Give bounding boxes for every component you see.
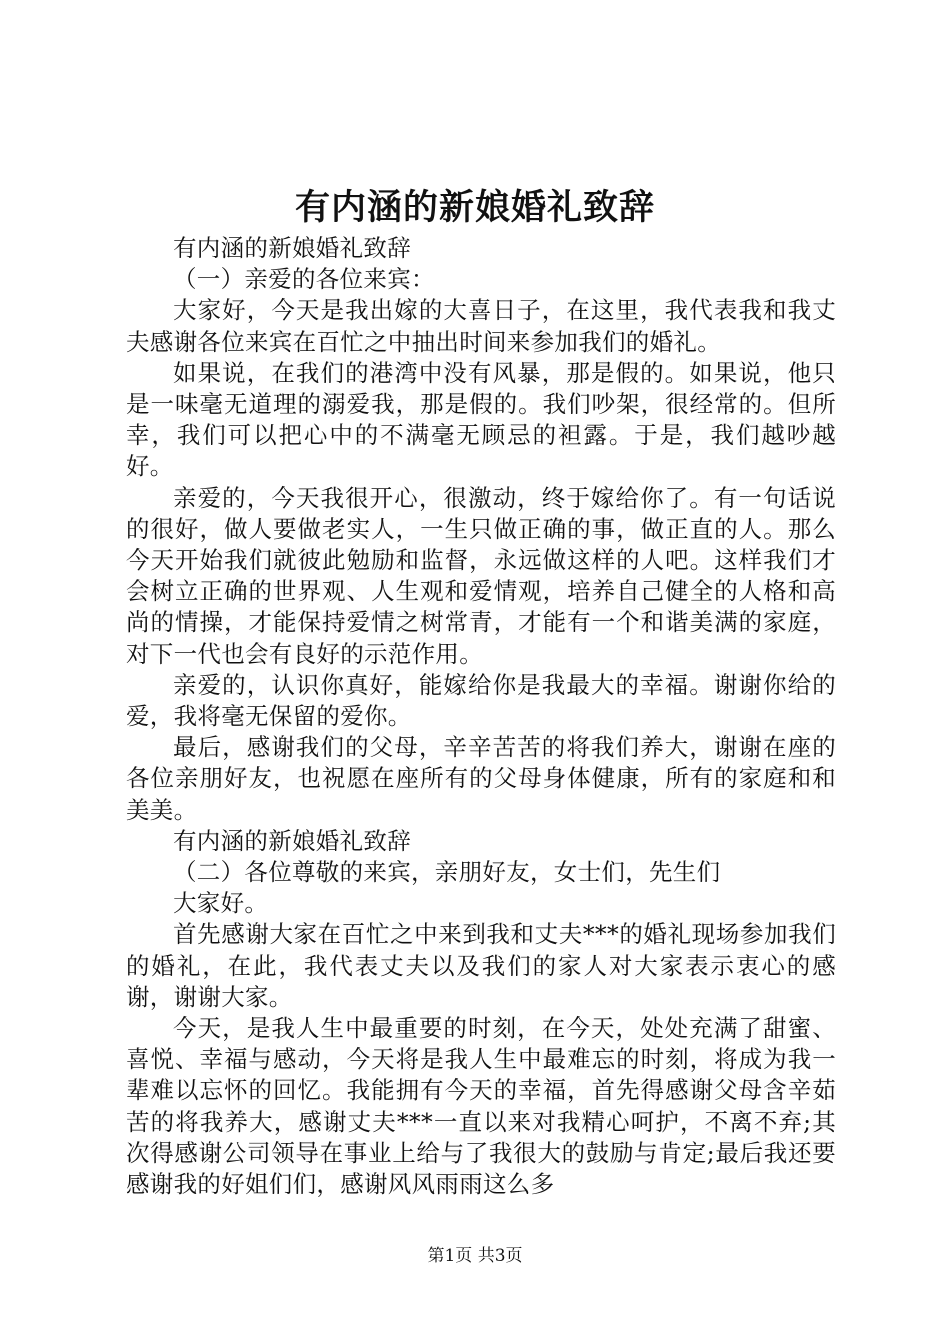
page-title: 有内涵的新娘婚礼致辞 xyxy=(294,187,655,228)
page-footer: 第1页 共3页 xyxy=(427,1246,523,1266)
paragraph: 大家好，今天是我出嫁的大喜日子，在这里，我代表我和我丈夫感谢各位来宾在百忙之中抽出时间来参加我们的婚礼。 xyxy=(126,296,836,356)
paragraph: 亲爱的，今天我很开心，很激动，终于嫁给你了。有一句话说的很好，做人要做老实人，一生只做正确的事，做正直的人。那么今天开始我们就彼此勉励和监督，永远做这样的人吧。这样我们才会树立正确的世界观、人生观和爱情观，培养自己健全的人格和高尚的情操，才能保持爱情之树常青，才能有一个和谐美满的家庭，对下一代也会有良好的示范作用。 xyxy=(126,483,836,668)
paragraph: 大家好。 xyxy=(173,889,269,918)
paragraph: 首先感谢大家在百忙之中来到我和丈夫***的婚礼现场参加我们的婚礼，在此，我代表丈夫以及我们的家人对大家表示衷心的感谢，谢谢大家。 xyxy=(126,920,836,1011)
paragraph-salutation-2: （二）各位尊敬的来宾，亲朋好友，女士们，先生们 xyxy=(173,858,721,887)
document-body xyxy=(126,233,836,1200)
paragraph: 亲爱的，认识你真好，能嫁给你是我最大的幸福。谢谢你给的爱，我将毫无保留的爱你。 xyxy=(126,670,836,731)
paragraph-subtitle-1: 有内涵的新娘婚礼致辞 xyxy=(173,234,411,262)
paragraph: 最后，感谢我们的父母，辛辛苦苦的将我们养大，谢谢在座的各位亲朋好友，也祝愿在座所有的父母身体健康，所有的家庭和和美美。 xyxy=(126,733,836,824)
paragraph-salutation-1: （一）亲爱的各位来宾： xyxy=(173,265,435,294)
paragraph: 如果说，在我们的港湾中没有风暴，那是假的。如果说，他只是一味毫无道理的溺爱我，那是假的。我们吵架，很经常的。但所幸，我们可以把心中的不满毫无顾忌的袒露。于是，我们越吵越好。 xyxy=(126,358,836,481)
paragraph: 今天，是我人生中最重要的时刻，在今天，处处充满了甜蜜、喜悦、幸福与感动，今天将是我人生中最难忘的时刻，将成为我一辈难以忘怀的回忆。我能拥有今天的幸福，首先得感谢父母含辛茹苦的将我养大，感谢丈夫***一直以来对我精心呵护，不离不弃;其次得感谢公司领导在事业上给与了我很大的鼓励与肯定;最后我还要感谢我的好姐们们，感谢风风雨雨这么多 xyxy=(126,1014,836,1199)
paragraph-subtitle-2: 有内涵的新娘婚礼致辞 xyxy=(173,826,411,855)
